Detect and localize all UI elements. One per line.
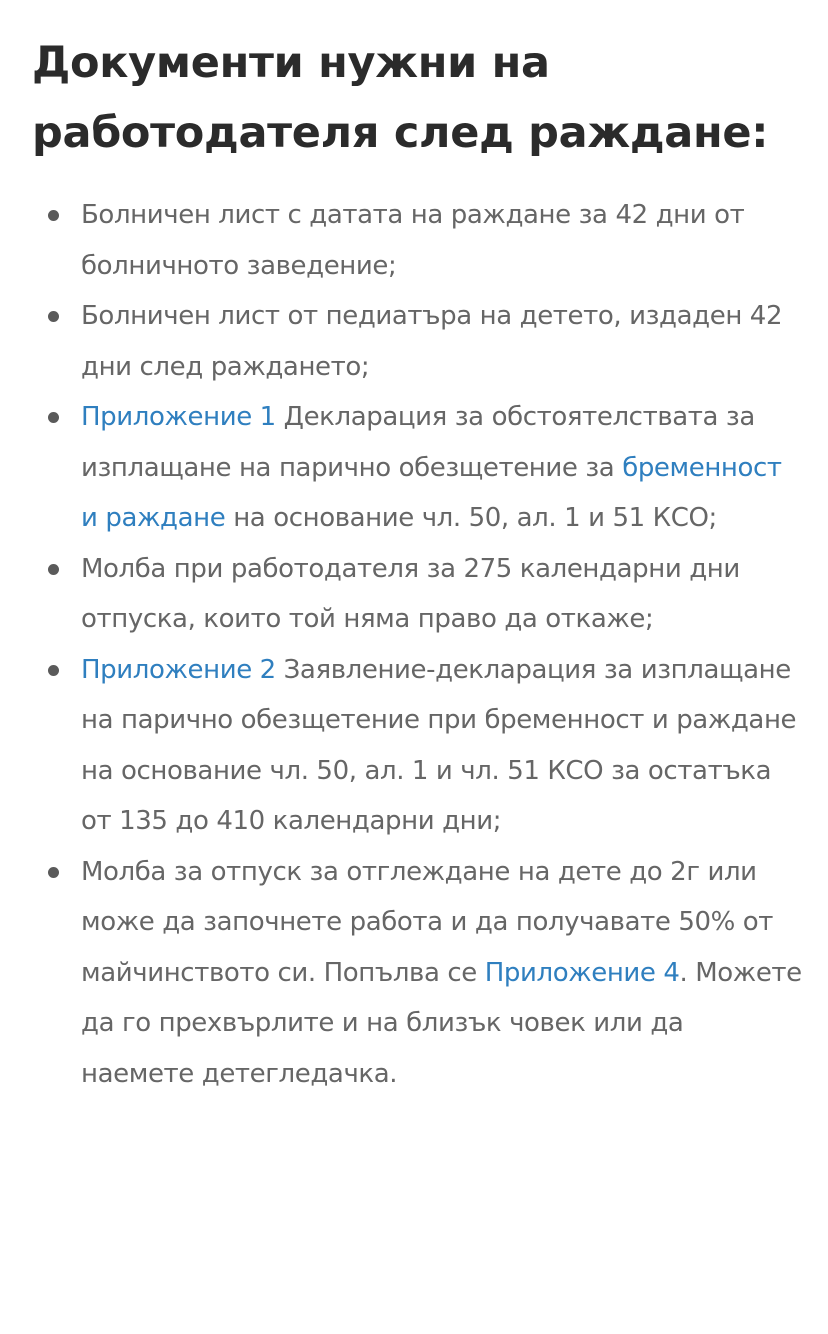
list-item-text: Молба при работодателя за 275 календарни дни отпуска, които той няма право да откаже;: [81, 553, 740, 634]
list-item-text: Болничен лист с датата на раждане за 42 дни от болничното заведение;: [81, 200, 745, 281]
page-title: Документи нужни на работодателя след раждане:: [32, 38, 769, 158]
appendix-2-link[interactable]: Приложение 2: [81, 654, 276, 685]
list-item-text: Болничен лист от педиатъра на детето, издаден 42 дни след раждането;: [81, 301, 783, 382]
pregnancy-and-birth-link[interactable]: бременност и раждане: [81, 452, 782, 533]
bullet-dot-icon: [48, 210, 59, 221]
list-item-appendix-1: [32, 392, 802, 544]
bullet-dot-icon: [48, 867, 59, 878]
list-item-text: Молба за отпуск за отглеждане на дете до 2г или може да започнете работа и да получавате 50% от майчинството си. Попълва се: [81, 856, 774, 988]
list-item-pediatrician-sick-leave: [32, 291, 802, 392]
list-item-childcare-leave: [32, 847, 802, 1100]
list-item-leave-request: [32, 544, 802, 645]
bullet-dot-icon: [48, 412, 59, 423]
list-item-text: Декларация за обстоятелствата за изплащане на парично обезщетение за: [81, 402, 755, 483]
appendix-1-link[interactable]: Приложение 1: [81, 402, 276, 432]
list-item-text: . Можете да го прехвърлите и на близък човек или да наемете детегледачка.: [81, 957, 802, 1089]
list-item-text: Заявление-декларация за изплащане на парично обезщетение при бременност и раждане на основание чл. 50, ал. 1 и чл. 51 КСО за остатъка от 135 до 410 календарни дни;: [81, 654, 797, 836]
list-item-hospital-sick-leave: [32, 190, 802, 291]
list-item-text: на основание чл. 50, ал. 1 и 51 КСО;: [225, 503, 717, 533]
bullet-dot-icon: [48, 564, 59, 575]
documents-list: [32, 190, 802, 1099]
bullet-dot-icon: [48, 311, 59, 322]
list-item-appendix-2: [32, 645, 802, 847]
bullet-dot-icon: [48, 665, 59, 676]
article: [32, 28, 802, 1099]
appendix-4-link[interactable]: Приложение 4: [484, 957, 680, 988]
